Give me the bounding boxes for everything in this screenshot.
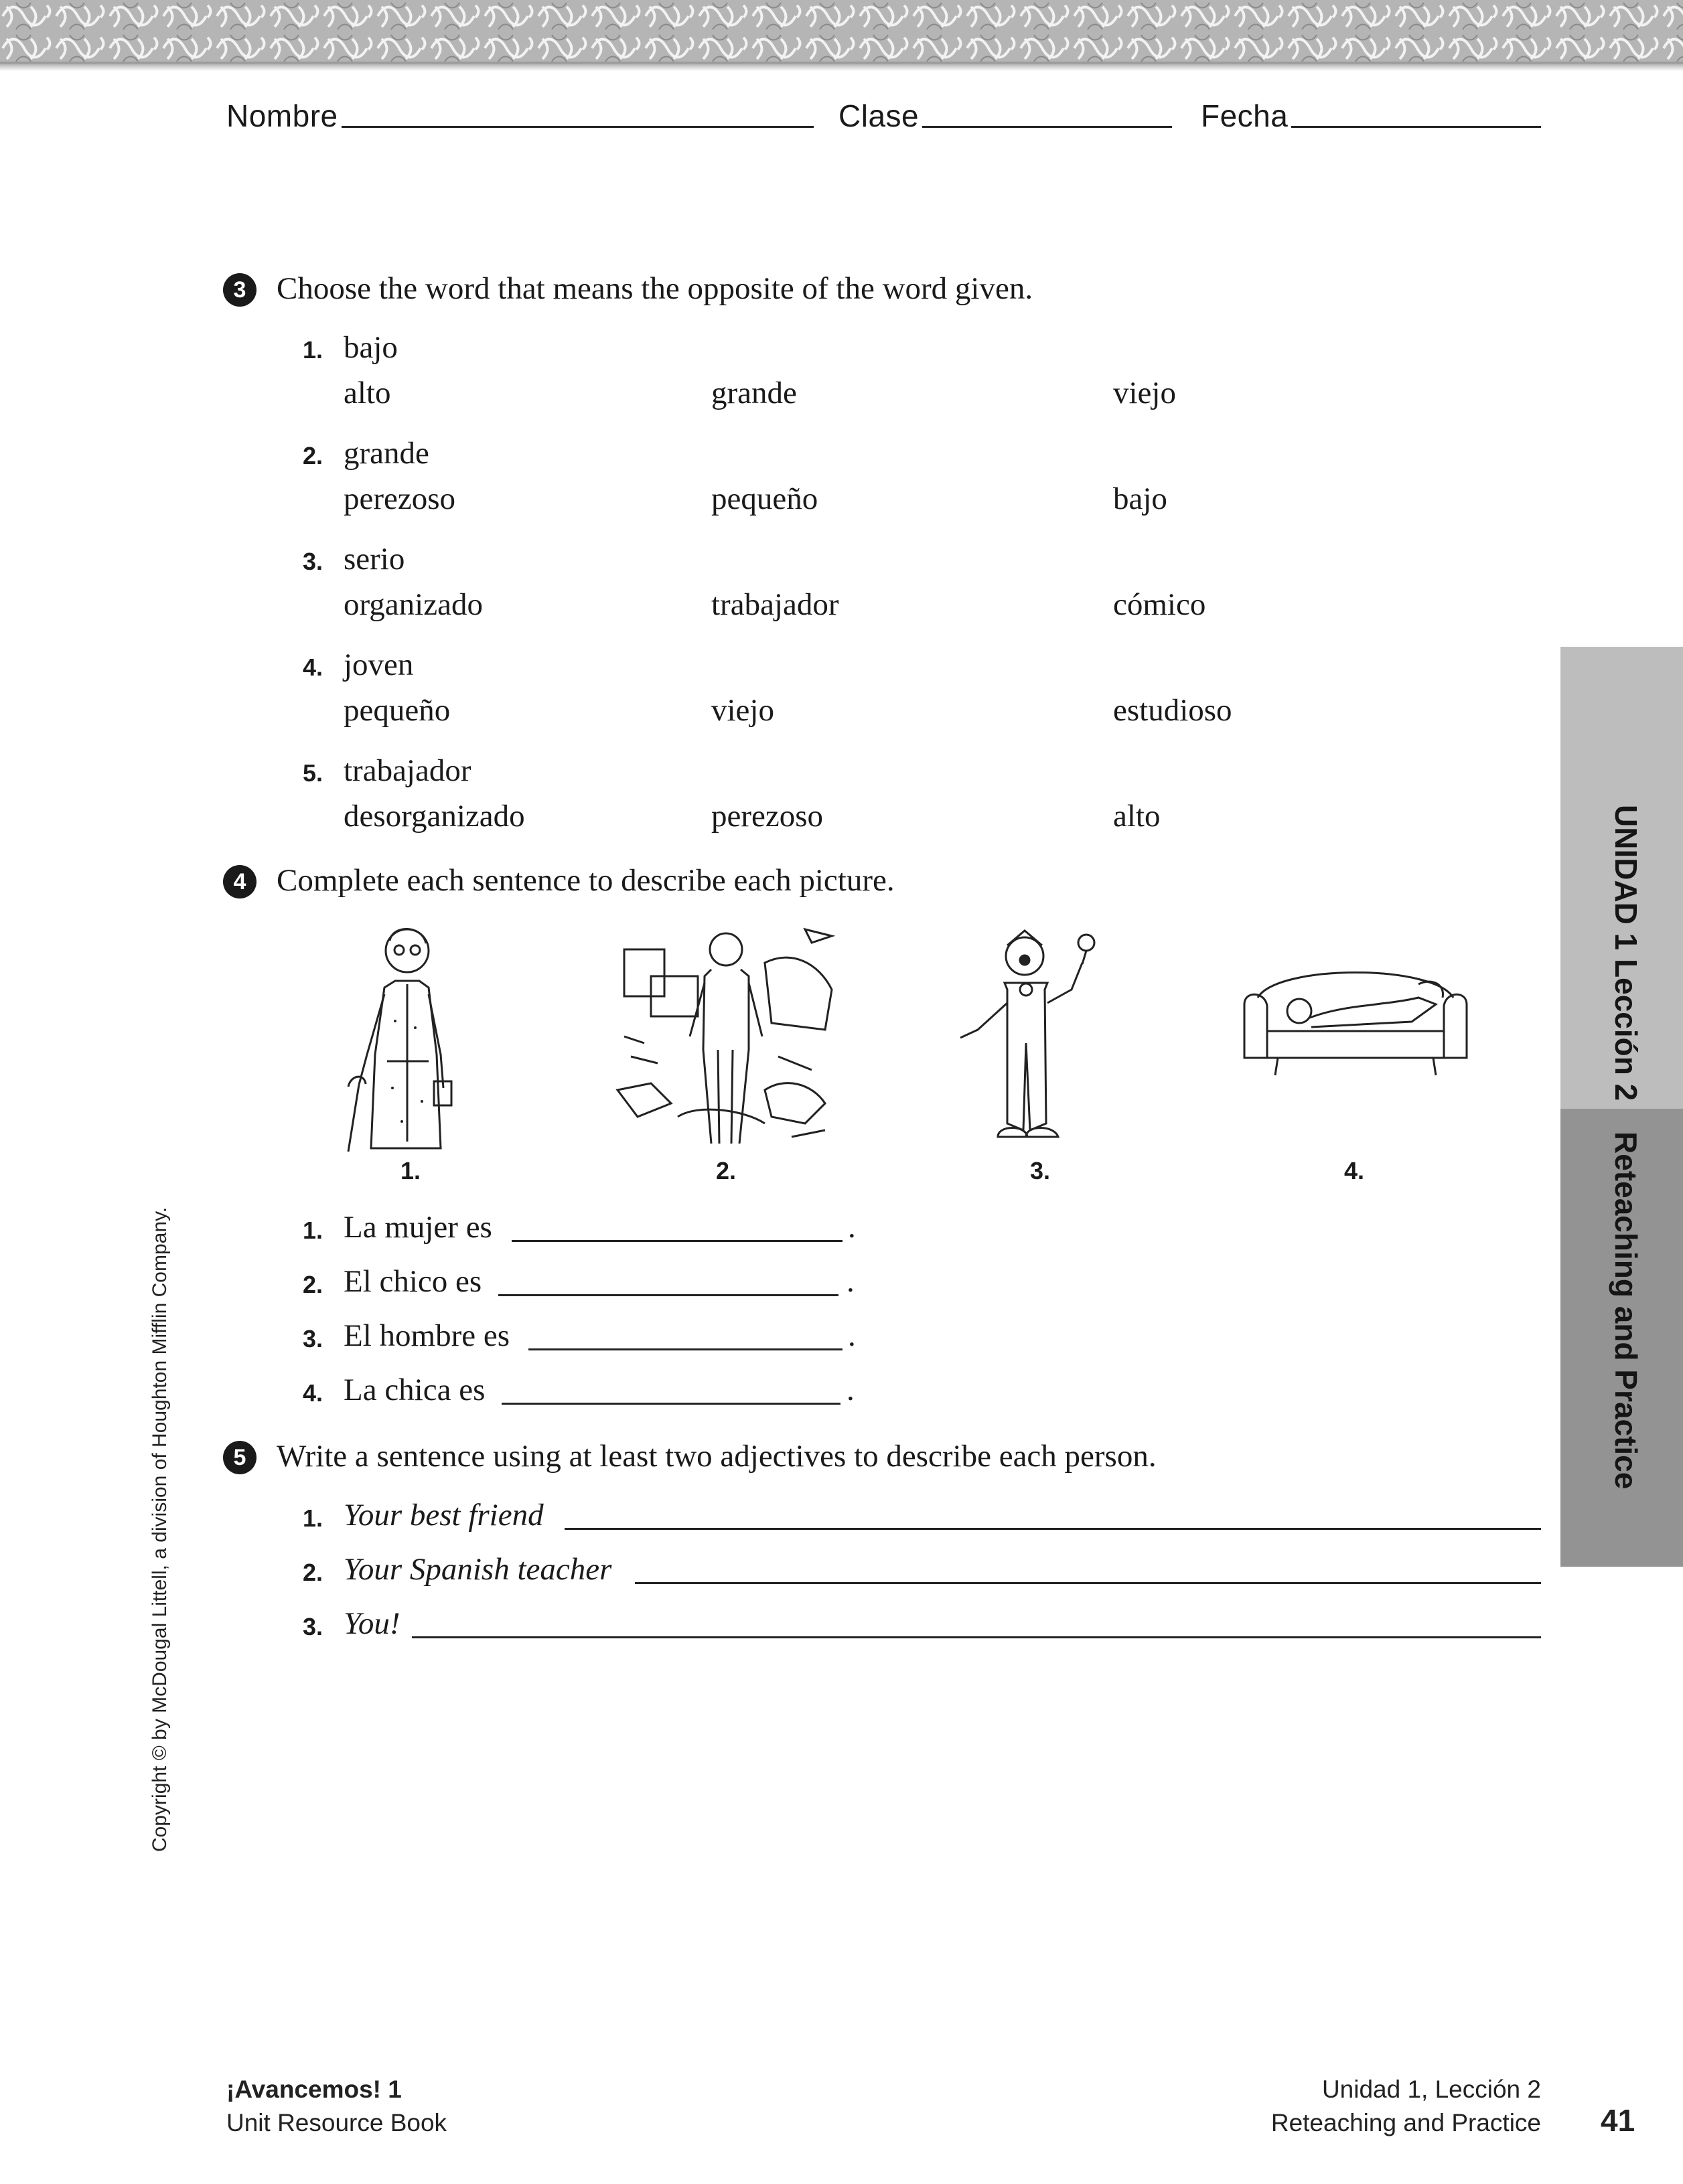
ex4-answer-blank[interactable]: [498, 1294, 838, 1296]
ex3-option[interactable]: pequeño: [344, 693, 451, 728]
old-woman-illustration: [328, 921, 482, 1155]
ex3-item-number: 4.: [302, 653, 323, 681]
picture-label: 3.: [1029, 1157, 1051, 1184]
ex3-option[interactable]: viejo: [1113, 376, 1176, 410]
ex3-option[interactable]: estudioso: [1113, 693, 1232, 728]
decorative-header-band: [0, 0, 1683, 64]
footer-unit: Unidad 1, Lección 2: [1321, 2076, 1541, 2103]
ex4-sentence-start: El chico es: [344, 1264, 482, 1299]
picture-label: 4.: [1343, 1157, 1365, 1184]
footer-book-subtitle: Unit Resource Book: [226, 2109, 447, 2136]
ex3-option[interactable]: alto: [344, 376, 391, 410]
ex4-period: .: [848, 1318, 856, 1353]
ex3-given-word: serio: [344, 542, 405, 576]
ex3-option[interactable]: perezoso: [711, 799, 824, 834]
ex3-option[interactable]: cómico: [1113, 587, 1206, 622]
ex3-option[interactable]: perezoso: [344, 481, 456, 516]
ex4-item-number: 3.: [302, 1325, 323, 1352]
ex4-answer-blank[interactable]: [512, 1240, 843, 1242]
page-number: 41: [1601, 2103, 1635, 2138]
ex4-answer-blank[interactable]: [528, 1348, 843, 1350]
ex3-option[interactable]: grande: [711, 376, 797, 410]
ex3-given-word: joven: [344, 647, 414, 682]
exercise-4-instruction: Complete each sentence to describe each picture.: [277, 863, 895, 898]
ex4-item-number: 4.: [302, 1379, 323, 1407]
ex4-item-number: 1.: [302, 1217, 323, 1244]
ex3-option[interactable]: bajo: [1113, 481, 1167, 516]
footer-section: Reteaching and Practice: [1270, 2109, 1541, 2136]
unit-lesson-tab-text: UNIDAD 1 Lección 2: [1609, 805, 1643, 1101]
ex3-option[interactable]: organizado: [344, 587, 483, 622]
ex3-item-number: 1.: [302, 336, 323, 364]
ex3-option[interactable]: alto: [1113, 799, 1161, 834]
ex3-item-number: 2.: [302, 442, 323, 469]
ex5-answer-line[interactable]: [412, 1636, 1541, 1638]
ex3-item-number: 5.: [302, 759, 323, 787]
ex4-period: .: [847, 1264, 855, 1299]
picture-label: 2.: [715, 1157, 737, 1184]
ex3-option[interactable]: desorganizado: [344, 799, 525, 834]
ex3-given-word: bajo: [344, 330, 398, 365]
ex3-option[interactable]: pequeño: [711, 481, 818, 516]
header-band-shadow: [0, 62, 1683, 71]
exercise-5-instruction: Write a sentence using at least two adjectives to describe each person.: [277, 1439, 1157, 1474]
exercise-3-instruction: Choose the word that means the opposite of the word given.: [277, 271, 1033, 306]
exercise-4-number: 4: [223, 865, 257, 899]
section-tab-text: Reteaching and Practice: [1609, 1132, 1643, 1490]
ex4-answer-blank[interactable]: [502, 1403, 840, 1405]
nombre-field[interactable]: [342, 126, 814, 128]
exercise-5-number: 5: [223, 1441, 257, 1474]
messy-boy-illustration: [611, 923, 842, 1150]
ex5-prompt: Your best friend: [344, 1498, 544, 1533]
ex4-period: .: [848, 1210, 856, 1245]
ex4-period: .: [847, 1373, 855, 1407]
ex5-prompt: You!: [344, 1606, 400, 1641]
ex4-sentence-start: La mujer es: [344, 1210, 492, 1245]
ex5-prompt: Your Spanish teacher: [344, 1552, 612, 1587]
ex5-answer-line[interactable]: [635, 1582, 1541, 1584]
ex3-given-word: trabajador: [344, 753, 471, 788]
section-tab: [1560, 1109, 1683, 1567]
ex4-item-number: 2.: [302, 1271, 323, 1298]
picture-label: 1.: [400, 1157, 421, 1184]
exercise-3-number: 3: [223, 273, 257, 307]
ex4-sentence-start: El hombre es: [344, 1318, 510, 1353]
ex5-answer-line[interactable]: [565, 1528, 1541, 1530]
ex3-given-word: grande: [344, 436, 429, 471]
clown-illustration: [951, 923, 1122, 1154]
copyright-notice: Copyright © by McDougal Littell, a division of Houghton Mifflin Company.: [149, 1206, 171, 1852]
ex3-option[interactable]: viejo: [711, 693, 774, 728]
fecha-field[interactable]: [1291, 126, 1541, 128]
unit-lesson-tab: [1560, 647, 1683, 1109]
ex5-item-number: 1.: [302, 1504, 323, 1532]
ex3-item-number: 3.: [302, 548, 323, 575]
ex5-item-number: 2.: [302, 1559, 323, 1586]
clase-label: Clase: [838, 98, 920, 133]
ex3-option[interactable]: trabajador: [711, 587, 839, 622]
nombre-label: Nombre: [226, 98, 338, 133]
ex5-item-number: 3.: [302, 1613, 323, 1640]
fecha-label: Fecha: [1201, 98, 1289, 133]
footer-book-title: ¡Avancemos! 1: [226, 2076, 402, 2103]
resting-girl-on-sofa-illustration: [1238, 957, 1473, 1085]
clase-field[interactable]: [922, 126, 1172, 128]
ex4-sentence-start: La chica es: [344, 1373, 486, 1407]
